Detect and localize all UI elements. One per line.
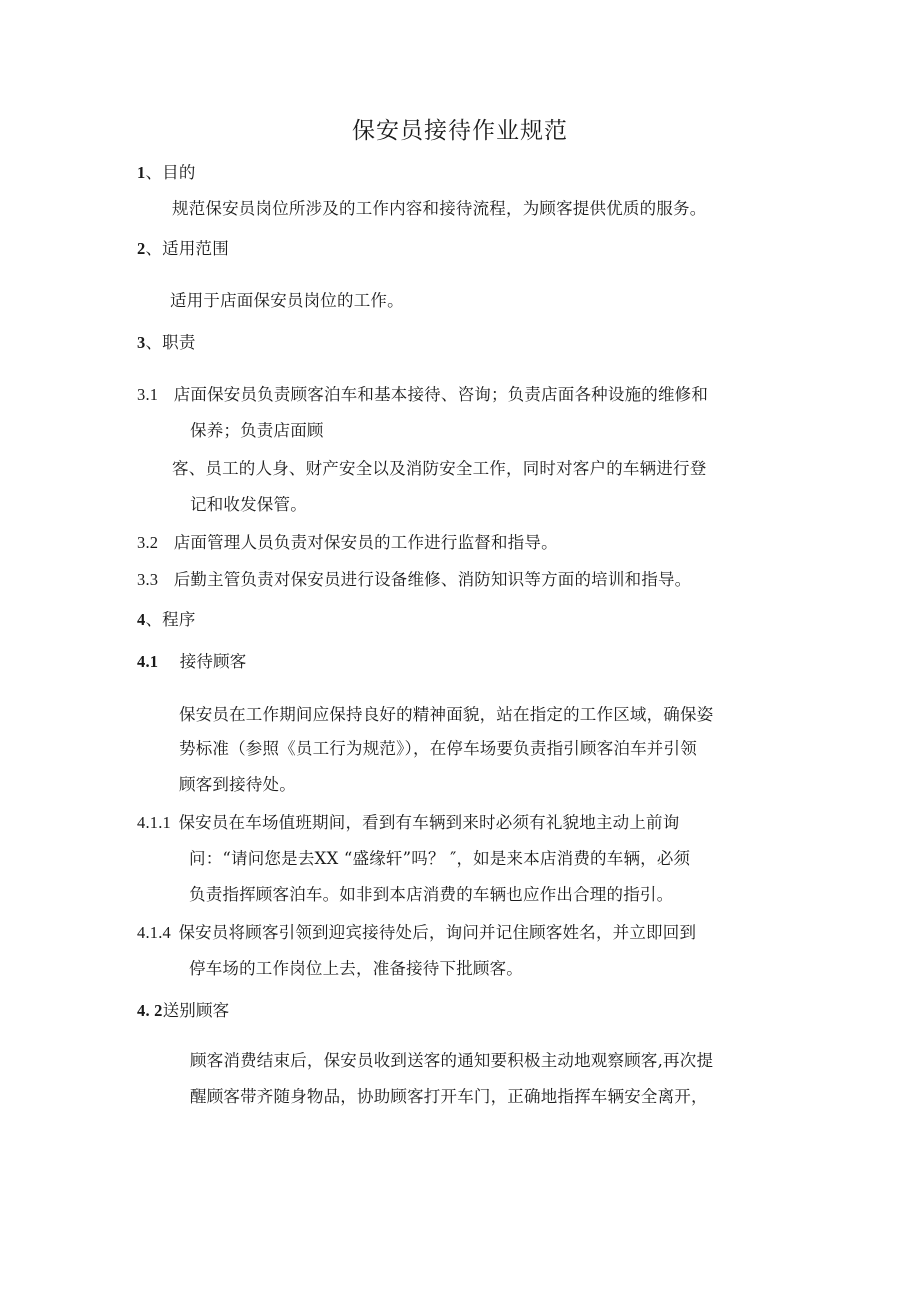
clause-4-1-title: 接待顾客 [179,652,247,671]
clause-4-2-line-2: 醒顾客带齐随身物品，协助顾客打开车门，正确地指挥车辆安全离开， [190,1087,708,1106]
clause-3-1-line-3: 客、员工的人身、财产安全以及消防安全工作，同时对客户的车辆进行登 [172,459,707,478]
clause-4-2-number: 4. 2 [137,1001,163,1020]
clause-3-1 [137,384,708,406]
section-2-body: 适用于店面保安员岗位的工作。 [170,291,404,310]
clause-3-3 [137,569,691,591]
clause-3-1-number: 3.1 [137,385,159,404]
clause-4-1-1-line-3: 负责指挥顾客泊车。如非到本店消费的车辆也应作出合理的指引。 [189,885,674,904]
clause-3-3-text: 后勤主管负责对保安员进行设备维修、消防知识等方面的培训和指导。 [173,570,692,589]
clause-4-1-4-number: 4.1.4 [137,923,171,942]
section-1-number: 1 [137,163,146,182]
section-3-heading [137,332,196,354]
clause-4-2-line-1: 顾客消费结束后，保安员收到送客的通知要积极主动地观察顾客,再次提 [190,1051,714,1070]
section-1-title: 、目的 [145,163,196,182]
clause-3-1-line-1: 店面保安员负责顾客泊车和基本接待、咨询；负责店面各种设施的维修和 [173,385,709,404]
clause-4-1-line-3: 顾客到接待处。 [179,775,296,794]
clause-3-2 [137,532,558,554]
clause-4-1-4-line-1: 保安员将顾客引领到迎宾接待处后，询问并记住顾客姓名，并立即回到 [178,923,697,942]
clause-4-1-1-line-1: 保安员在车场值班期间，看到有车辆到来时必须有礼貌地主动上前询 [178,813,680,832]
section-3-number: 3 [137,333,146,352]
clause-3-1-line-2: 保养；负责店面顾 [190,421,324,440]
clause-3-3-number: 3.3 [137,570,159,589]
clause-4-1-1-line-2: 问：“请问您是去XX “盛缘轩”吗？ ″，如是来本店消费的车辆，必须 [189,849,691,868]
clause-4-2-title: 送别顾客 [162,1001,230,1020]
section-1-heading [137,162,196,184]
clause-4-1-1-number: 4.1.1 [137,813,171,832]
clause-4-1-4-line-2: 停车场的工作岗位上去，准备接待下批顾客。 [189,959,523,978]
clause-4-1-4 [137,922,696,944]
section-4-heading [137,609,196,631]
section-3-title: 、职责 [145,333,196,352]
clause-4-1-line-1: 保安员在工作期间应保持良好的精神面貌，站在指定的工作区域，确保姿 [179,705,714,724]
section-2-heading [137,238,229,260]
clause-4-1-number: 4.1 [137,652,159,671]
section-1-body: 规范保安员岗位所涉及的工作内容和接待流程，为顾客提供优质的服务。 [172,199,707,218]
clause-3-1-line-4: 记和收发保管。 [190,495,307,514]
clause-4-1-1 [137,812,679,834]
clause-4-1-line-2: 势标准（参照《员工行为规范》），在停车场要负责指引顾客泊车并引领 [179,739,697,758]
section-4-number: 4 [137,610,146,629]
clause-3-2-text: 店面管理人员负责对保安员的工作进行监督和指导。 [173,533,558,552]
clause-3-2-number: 3.2 [137,533,159,552]
section-4-title: 、程序 [145,610,196,629]
document-title: 保安员接待作业规范 [352,118,568,144]
clause-4-1-heading [137,651,247,673]
section-2-title: 、适用范围 [145,239,229,258]
section-2-number: 2 [137,239,146,258]
clause-4-2-heading [137,1000,229,1022]
